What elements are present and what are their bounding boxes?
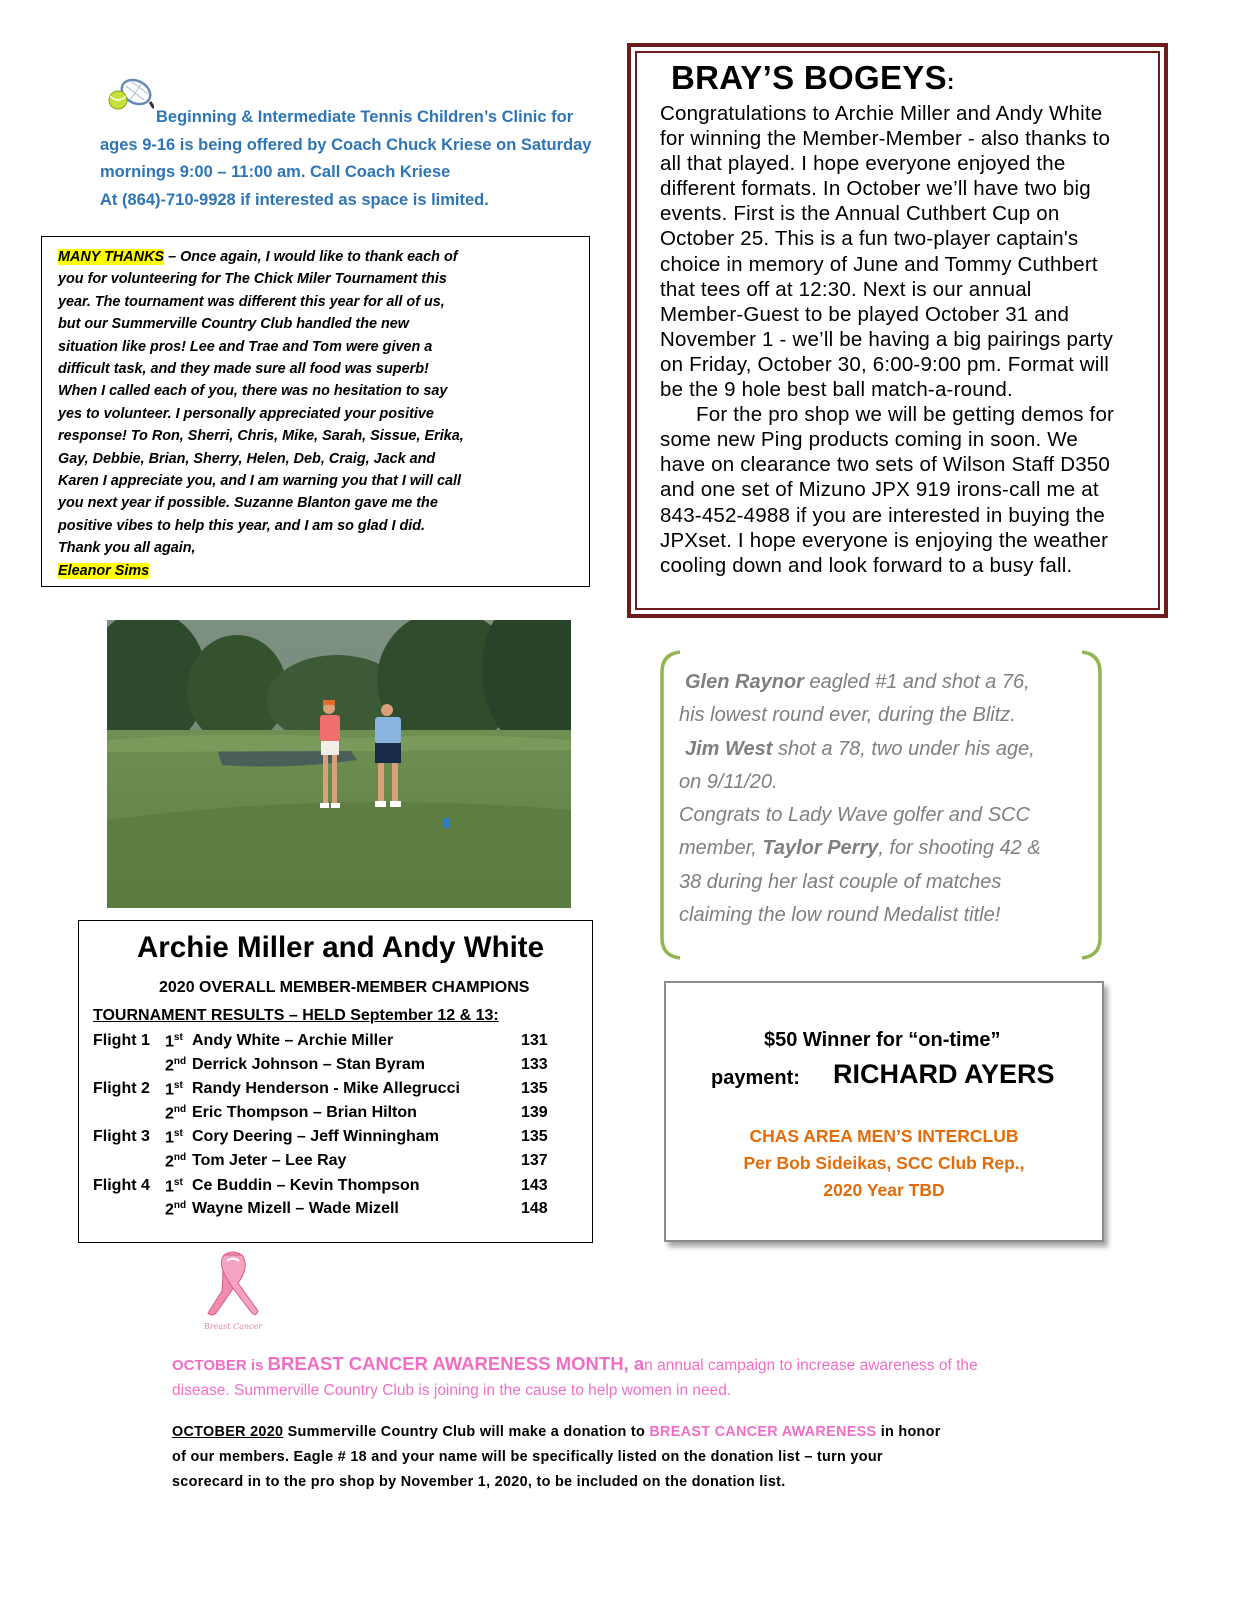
score: 139 [521, 1104, 548, 1121]
place-suffix: st [173, 1080, 183, 1091]
taylor-text: Congrats to Lady Wave golfer and SCC [679, 804, 1030, 827]
bray-line: choice in memory of June and Tommy Cuthbert [660, 252, 1098, 276]
bray-line: and one set of Mizuno JPX 919 irons-call me at [660, 478, 1099, 502]
score: 148 [521, 1200, 548, 1217]
result-row [93, 1056, 573, 1080]
results-heading: TOURNAMENT RESULTS – HELD September 12 & 13: [93, 1007, 499, 1024]
taylor-perry-name: Taylor Perry [762, 837, 879, 860]
flight-label: Flight 4 [93, 1177, 150, 1194]
bray-line: events. First is the Annual Cuthbert Cup on [660, 202, 1060, 226]
team-names: Ce Buddin – Kevin Thompson [192, 1177, 420, 1194]
winner-payment-label: payment: [711, 1067, 800, 1089]
donation-text: scorecard in to the pro shop by November 1, 2020, to be included on the donation list. [172, 1474, 786, 1490]
tennis-line: ages 9-16 is being offered by Coach Chuck Kriese on Saturday [100, 135, 592, 154]
brays-bogeys-body [660, 101, 1150, 578]
result-row [93, 1177, 573, 1201]
bray-line: October 25. This is a fun two-player captain's [660, 227, 1079, 251]
place [165, 1200, 186, 1219]
interclub-line: 2020 Year TBD [823, 1180, 945, 1200]
winner-heading: $50 Winner for “on-time” [764, 1029, 1001, 1051]
place-suffix: st [173, 1032, 183, 1043]
glen-text: his lowest round ever, during the Blitz. [679, 704, 1016, 727]
thanks-line: Gay, Debbie, Brian, Sherry, Helen, Deb, Craig, Jack and [58, 450, 436, 467]
jim-text: shot a 78, two under his age, [772, 737, 1035, 760]
result-row [93, 1032, 573, 1056]
place [165, 1177, 183, 1196]
thanks-line: yes to volunteer. I personally appreciated your positive [58, 405, 434, 422]
breast-cancer-awareness-text [172, 1351, 1112, 1403]
place [165, 1056, 186, 1075]
bc-rest: n annual campaign to increase awareness of the [644, 1357, 978, 1374]
place-suffix: nd [173, 1152, 187, 1163]
taylor-text: claiming the low round Medalist title! [679, 904, 1001, 927]
brays-bogeys-title [671, 59, 1166, 101]
tennis-clinic-notice [100, 78, 620, 214]
bray-line: some new Ping products coming in soon. We [660, 428, 1079, 452]
result-row [93, 1200, 573, 1224]
place-number: 2 [165, 1201, 174, 1219]
team-names: Randy Henderson - Mike Allegrucci [192, 1080, 460, 1097]
bc-a: a [633, 1353, 645, 1374]
breast-cancer-ribbon-logo [172, 1247, 294, 1339]
score: 143 [521, 1177, 548, 1194]
place [165, 1080, 183, 1099]
thanks-line: Karen I appreciate you, and I am warning you that I will call [58, 473, 462, 490]
flight-label: Flight 1 [93, 1032, 150, 1049]
bray-line: JPXset. I hope everyone is enjoying the weather [660, 528, 1109, 552]
donation-lead: OCTOBER 2020 [172, 1424, 284, 1440]
jim-west-name: Jim West [685, 737, 773, 760]
bc-rest: disease. Summerville Country Club is joining in the cause to help women in need. [172, 1382, 732, 1399]
team-names: Cory Deering – Jeff Winningham [192, 1128, 439, 1145]
score: 135 [521, 1128, 548, 1145]
score: 137 [521, 1152, 548, 1169]
bray-line: different formats. In October we’ll have two big [660, 177, 1091, 201]
jim-text: on 9/11/20. [679, 770, 778, 793]
tennis-racket-icon [104, 78, 154, 120]
flight-label: Flight 2 [93, 1080, 150, 1097]
result-row [93, 1152, 573, 1176]
taylor-text: 38 during her last couple of matches [679, 870, 1002, 893]
place-suffix: st [173, 1177, 183, 1188]
bray-line: 843-452-4988 if you are interested in buying the [660, 503, 1105, 527]
place-suffix: nd [173, 1200, 187, 1211]
bray-line: that tees off at 12:30. Next is our annual [660, 277, 1032, 301]
golf-champions-photo [107, 620, 571, 908]
score: 133 [521, 1056, 548, 1073]
place-suffix: st [173, 1128, 183, 1139]
place [165, 1104, 186, 1123]
result-row [93, 1080, 573, 1104]
bray-line: November 1 - we’ll be having a big pairings party [660, 327, 1114, 351]
bray-line: all that played. I hope everyone enjoyed the [660, 152, 1066, 176]
score: 131 [521, 1032, 548, 1049]
bc-campaign: BREAST CANCER AWARENESS MONTH, [267, 1353, 634, 1374]
taylor-text: member, [679, 837, 763, 860]
tennis-line: At (864)-710-9928 if interested as space is limited. [100, 190, 489, 209]
place-suffix: nd [173, 1104, 187, 1115]
thanks-line: you for volunteering for The Chick Miler Tournament this [58, 271, 447, 288]
bray-line: have on clearance two sets of Wilson Staff D350 [660, 453, 1111, 477]
champions-subtitle: 2020 OVERALL MEMBER-MEMBER CHAMPIONS [159, 979, 530, 996]
donation-notice [172, 1420, 1117, 1495]
golf-highlights [658, 650, 1104, 960]
member-member-champions-box [78, 920, 593, 1243]
place-suffix: nd [173, 1056, 187, 1067]
thanks-line: you next year if possible. Suzanne Blanton gave me the [58, 495, 438, 512]
tennis-line: mornings 9:00 – 11:00 am. Call Coach Kriese [100, 163, 451, 181]
flight-label: Flight 3 [93, 1128, 150, 1145]
place [165, 1032, 183, 1051]
thanks-line: When I called each of you, there was no hesitation to say [58, 383, 448, 400]
on-time-winner-box [664, 981, 1104, 1242]
place [165, 1128, 183, 1147]
brays-bogeys-inner [635, 51, 1160, 610]
bray-line: For the pro shop we will be getting demos for [696, 403, 1115, 427]
place-number: 2 [165, 1057, 174, 1075]
thanks-signature: Eleanor Sims [58, 562, 150, 579]
place-number: 1 [165, 1081, 174, 1099]
glen-text: eagled #1 and shot a 76, [803, 671, 1030, 693]
thanks-line: – Once again, I would like to thank each of [164, 249, 458, 265]
tennis-line: Beginning & Intermediate Tennis Children’s Clinic for [156, 108, 574, 126]
brays-bogeys-title-text: BRAY’S BOGEYS [671, 59, 947, 96]
ribbon-caption: Breast Cancer [203, 1322, 263, 1331]
donation-text: of our members. Eagle # 18 and your name will be specifically listed on the donation list – turn your [172, 1449, 883, 1465]
champions-title: Archie Miller and Andy White [137, 931, 545, 964]
bc-month: OCTOBER [172, 1357, 247, 1374]
many-thanks-heading: MANY THANKS [58, 249, 165, 265]
glen-raynor-name: Glen Raynor [685, 671, 804, 693]
place-number: 2 [165, 1153, 174, 1171]
bray-line: for winning the Member-Member - also thanks to [660, 127, 1111, 151]
bc-is: is [246, 1357, 268, 1374]
winner-name: RICHARD AYERS [833, 1059, 1055, 1089]
donation-pink: BREAST CANCER AWARENESS [649, 1424, 877, 1440]
score: 135 [521, 1080, 548, 1097]
taylor-text: , for shooting 42 & [878, 837, 1041, 860]
thanks-line: situation like pros! Lee and Trae and Tom were given a [58, 338, 433, 355]
thanks-line: Thank you all again, [58, 540, 196, 557]
thanks-line: year. The tournament was different this year for all of us, [58, 293, 445, 310]
bray-line: cooling down and look forward to a busy fall. [660, 553, 1073, 577]
pink-ribbon-icon [172, 1247, 294, 1339]
team-names: Andy White – Archie Miller [192, 1032, 394, 1049]
thanks-line: difficult task, and they made sure all food was superb! [58, 361, 429, 378]
thanks-line: positive vibes to help this year, and I am so glad I did. [58, 517, 426, 534]
place-number: 2 [165, 1105, 174, 1123]
result-row [93, 1104, 573, 1128]
place-number: 1 [165, 1178, 174, 1196]
brays-bogeys-colon: : [946, 69, 955, 94]
team-names: Derrick Johnson – Stan Byram [192, 1056, 425, 1073]
donation-text: in honor [876, 1424, 941, 1440]
brays-bogeys-box [627, 43, 1168, 618]
bray-line: be the 9 hole best ball match-a-round. [660, 378, 1013, 402]
result-row [93, 1128, 573, 1152]
thanks-line: but our Summerville Country Club handled the new [58, 316, 409, 333]
thanks-line: response! To Ron, Sherri, Chris, Mike, Sarah, Sissue, Erika, [58, 428, 464, 445]
interclub-line: Per Bob Sideikas, SCC Club Rep., [743, 1153, 1025, 1173]
donation-text: Summerville Country Club will make a donation to [283, 1424, 650, 1440]
golf-course-image [107, 620, 571, 908]
place-number: 1 [165, 1033, 174, 1051]
interclub-notice [666, 1123, 1102, 1204]
interclub-line: CHAS AREA MEN’S INTERCLUB [749, 1126, 1019, 1146]
team-names: Eric Thompson – Brian Hilton [192, 1104, 417, 1121]
many-thanks-box [41, 236, 590, 587]
team-names: Wayne Mizell – Wade Mizell [192, 1200, 399, 1217]
bray-line: Congratulations to Archie Miller and Andy White [660, 102, 1103, 125]
place-number: 1 [165, 1129, 174, 1147]
bray-line: Member-Guest to be played October 31 and [660, 302, 1070, 326]
bray-line: on Friday, October 30, 6:00-9:00 pm. Format will [660, 352, 1110, 376]
place [165, 1152, 186, 1171]
team-names: Tom Jeter – Lee Ray [192, 1152, 347, 1169]
